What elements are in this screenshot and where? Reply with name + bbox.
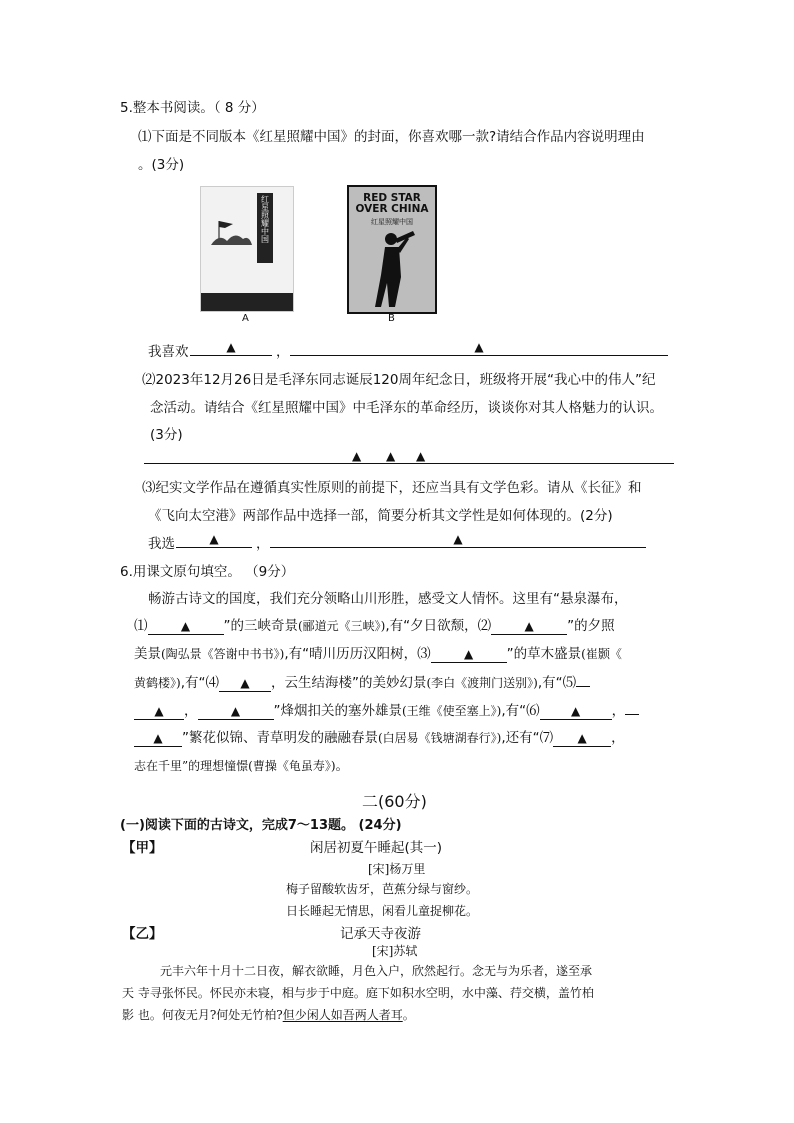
cover-a-bottom-band <box>201 293 293 311</box>
text-yi-underlined-sentence: 但少闲人如吾两人者耳 <box>282 1008 403 1022</box>
cover-a-spine-text: 红星照耀中国 <box>260 195 270 243</box>
q5-part2-line3: (3分) <box>150 427 183 443</box>
q6-line5: ▲ ， ▲ ”烽烟扣关的塞外雄景(王维《使至塞上》),有“⑹ ▲ ， <box>134 698 639 720</box>
q5-answer1-comma: ， <box>276 344 290 360</box>
q5-answer2-marker-2: ▲ <box>386 449 396 463</box>
cover-b-title: RED STAR OVER CHINA <box>355 192 429 215</box>
q6-blank-4[interactable]: ▲ <box>219 675 271 692</box>
q6-blank-7[interactable]: ▲ <box>553 730 611 747</box>
cover-b-bugler-figure-icon <box>367 227 417 309</box>
q5-part1-line2: 。(3分) <box>138 157 185 173</box>
q6-blank-3[interactable]: ▲ <box>431 646 507 663</box>
q6-blank-5c[interactable]: ▲ <box>198 703 274 720</box>
q6-line6: ▲ ”繁花似锦、青草明发的融融春景(白居易《钱塘湖春行》),还有“⑺ ▲ ， <box>134 726 625 747</box>
text-yi-line3: 影 也。何夜无月?何处无竹柏?但少闲人如吾两人者耳。 <box>122 1008 415 1022</box>
cover-b-caption: B <box>388 313 395 324</box>
q6-blank-6b[interactable] <box>625 698 639 715</box>
text-yi-line2: 天 寺寻张怀民。怀民亦未寝，相与步于中庭。庭下如积水空明，水中藻、荇交横，盖竹柏 <box>122 986 594 1000</box>
text-yi-author: [宋]苏轼 <box>372 944 418 958</box>
q6-title: 6.用课文原句填空。 （9分） <box>120 564 295 580</box>
cover-b-subtitle: 红星照耀中国 <box>371 218 413 226</box>
book-cover-b <box>347 185 437 314</box>
book-cover-a <box>200 186 294 312</box>
cover-a-flag-art-icon <box>209 219 253 247</box>
poem-jia-line1: 梅子留酸软齿牙，芭蕉分绿与窗纱。 <box>286 882 479 896</box>
poem-jia-label: 【甲】 <box>122 840 163 856</box>
q6-line2: ⑴ ▲ ”的三峡奇景(郦道元《三峡》),有“夕日欲颓，⑵ ▲ ”的夕照 <box>134 618 615 634</box>
q5-part2-line1: ⑵2023年12月26日是毛泽东同志诞辰120周年纪念日，班级将开展“我心中的伟人”纪 <box>142 372 656 388</box>
text-yi-label: 【乙】 <box>122 926 163 942</box>
q5-answer3-choice-blank[interactable]: ▲ <box>176 531 252 548</box>
cover-a-caption: A <box>242 313 249 324</box>
text-yi-line1: 元丰六年十月十二日夜，解衣欲睡，月色入户，欣然起行。念无与为乐者，遂至承 <box>160 964 593 978</box>
poem-jia-title: 闲居初夏午睡起(其一) <box>310 840 443 856</box>
q6-line7: 志在千里”的理想憧憬(曹操《龟虽寿》)。 <box>134 758 350 774</box>
part2-heading: 二(60分) <box>362 792 427 811</box>
q5-part2-line2: 念活动。请结合《红星照耀中国》中毛泽东的革命经历，谈谈你对其人格魅力的认识。 <box>150 400 663 416</box>
q6-blank-1[interactable]: ▲ <box>148 618 224 635</box>
part2-intro: (一)阅读下面的古诗文，完成7～13题。 (24分) <box>120 818 402 833</box>
q6-line1: 畅游古诗文的国度，我们充分领略山川形胜，感受文人情怀。这里有“悬泉瀑布， <box>148 591 628 607</box>
q5-part3-line1: ⑶纪实文学作品在遵循真实性原则的前提下，还应当具有文学色彩。请从《长征》和 <box>142 480 642 496</box>
q5-answer2-marker-3: ▲ <box>416 449 426 463</box>
q5-answer1-prefix: 我喜欢 <box>148 344 189 360</box>
q5-answer2-marker-1: ▲ <box>352 449 362 463</box>
q5-part3-line2: 《飞向太空港》两部作品中选择一部，简要分析其文学性是如何体现的。(2分) <box>148 508 613 524</box>
q6-blank-5b[interactable]: ▲ <box>134 703 184 720</box>
q5-part1-line1: ⑴下面是不同版本《红星照耀中国》的封面，你喜欢哪一款?请结合作品内容说明理由 <box>138 129 645 145</box>
cover-a-spine <box>257 193 273 263</box>
q6-blank-5a[interactable] <box>576 670 590 687</box>
q6-blank-6c[interactable]: ▲ <box>134 730 182 747</box>
q5-answer1-choice-blank[interactable]: ▲ <box>190 339 272 356</box>
q6-line3: 美景(陶弘景《答谢中书书》),有“晴川历历汉阳树，⑶ ▲ ”的草木盛景(崔颢《 <box>134 646 622 662</box>
poem-jia-author: [宋]杨万里 <box>368 862 426 876</box>
q6-line4: 黄鹤楼》),有“⑷ ▲ ，云生结海楼”的美妙幻景(李白《渡荆门送别》),有“⑸ <box>134 670 590 692</box>
q6-blank-6a[interactable]: ▲ <box>540 703 612 720</box>
q5-answer3-reason-blank[interactable]: ▲ <box>270 531 646 548</box>
text-yi-title: 记承天寺夜游 <box>340 926 421 942</box>
poem-jia-line2: 日长睡起无情思，闲看儿童捉柳花。 <box>286 904 479 918</box>
q5-answer3-prefix: 我选 <box>148 536 175 552</box>
q5-title: 5.整本书阅读。（ 8 分） <box>120 100 265 116</box>
q5-answer1-reason-blank[interactable]: ▲ <box>290 339 668 356</box>
q6-blank-2[interactable]: ▲ <box>491 618 567 635</box>
q5-answer2-line[interactable] <box>144 463 674 464</box>
q5-answer3-comma: ， <box>256 536 270 552</box>
